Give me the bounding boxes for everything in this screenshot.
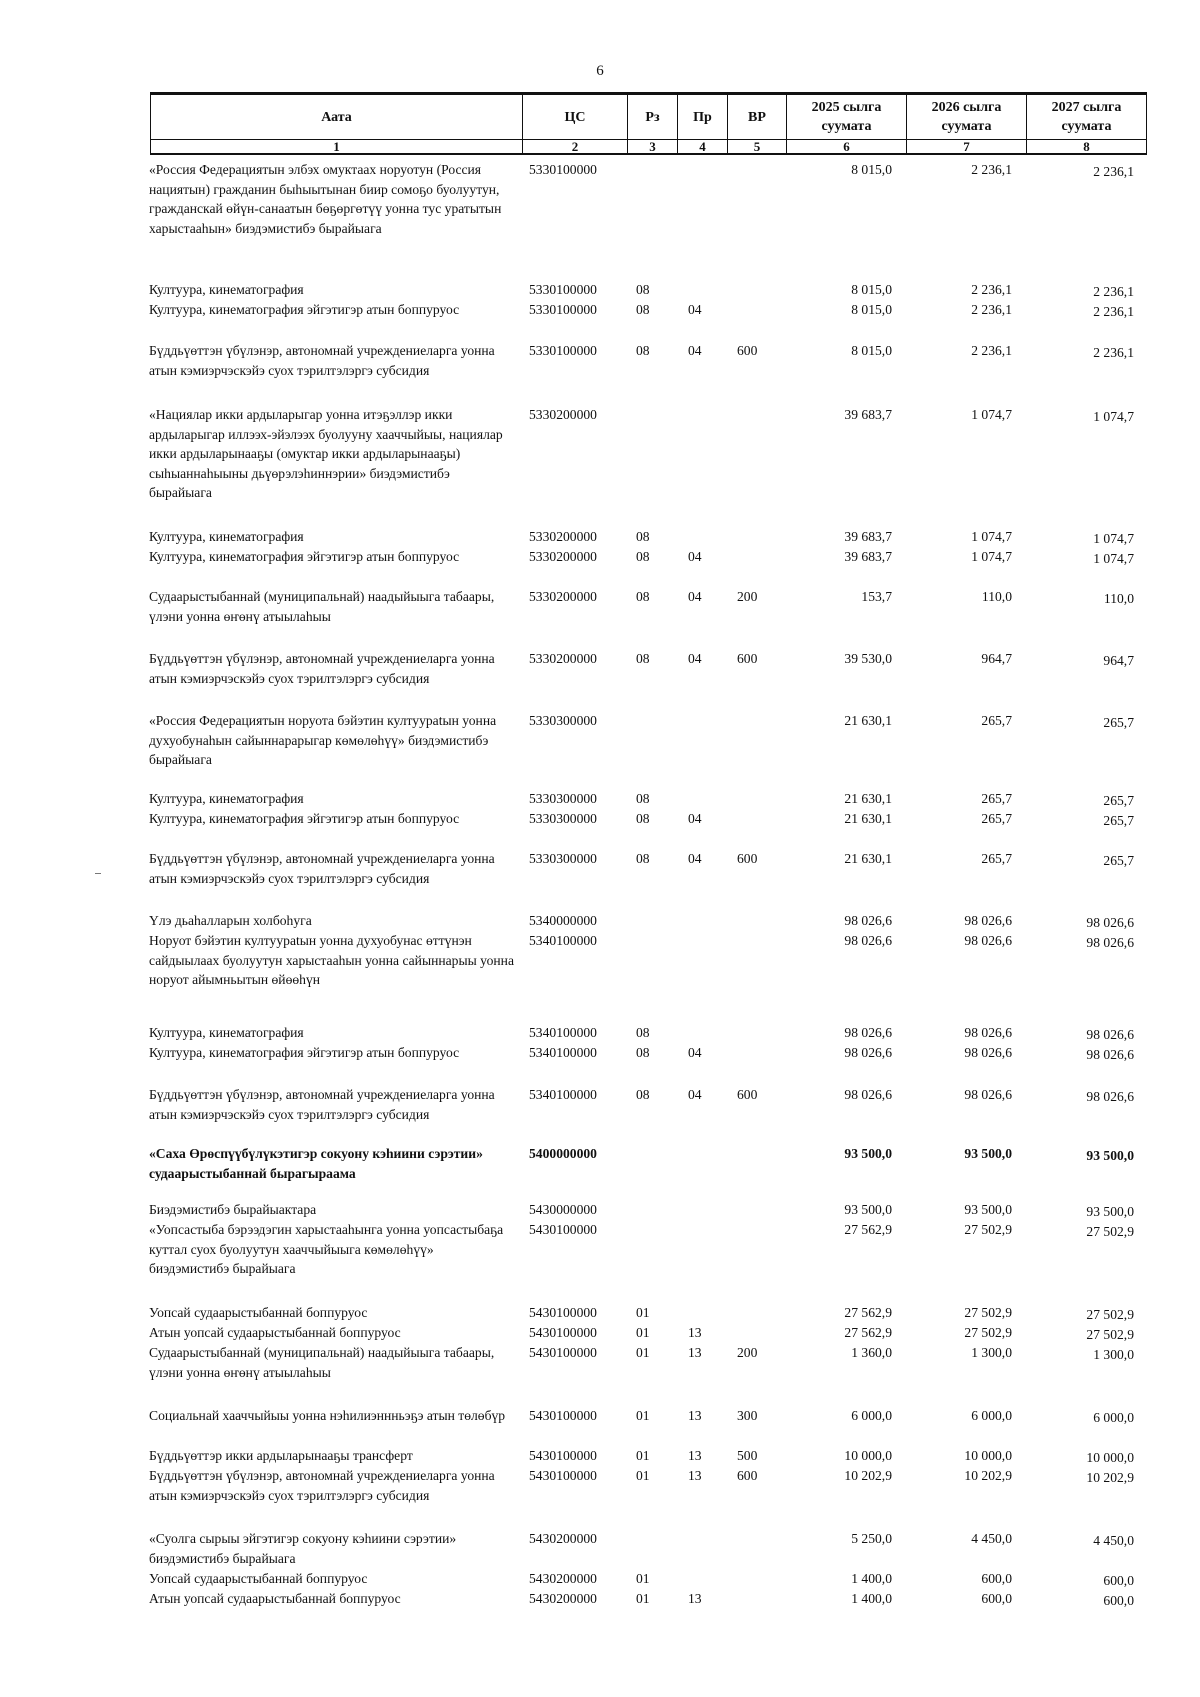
row-rz-code: 08: [636, 651, 650, 666]
row-name: Бүддьүөттэн үбүлэнэр, автономнай учреждениеларга уонна атын кэмиэрчэскэйэ суох тэрилтэлэргэ субсидия: [149, 851, 495, 886]
row-amount-2027: 98 026,6: [1086, 915, 1134, 930]
row-cs-code: 5330200000: [529, 589, 597, 604]
row-amount-2026: 6 000,0: [971, 1408, 1012, 1423]
row-amount-2025: 8 015,0: [851, 302, 892, 317]
row-cs-code: 5330200000: [529, 529, 597, 544]
row-rz-code: 01: [636, 1468, 650, 1483]
row-name: Атын уопсай судаарыстыбаннай боппуруос: [149, 1591, 401, 1606]
row-cs-code: 5430100000: [529, 1468, 597, 1483]
row-amount-2025: 98 026,6: [844, 1025, 892, 1040]
row-name: Култуура, кинематография эйгэтигэр атын боппуруос: [149, 1045, 460, 1060]
row-cs-code: 5430200000: [529, 1531, 597, 1546]
row-amount-2025: 10 202,9: [844, 1468, 892, 1483]
row-rz-code: 08: [636, 811, 650, 826]
row-cs-code: 5330100000: [529, 282, 597, 297]
header-2025: 2025 сылга суумата: [787, 94, 907, 140]
margin-mark: [95, 873, 101, 874]
row-rz-code: 08: [636, 529, 650, 544]
row-pr-code: 04: [688, 1045, 702, 1060]
row-cs-code: 5430000000: [529, 1202, 597, 1217]
row-amount-2025: 153,7: [861, 589, 892, 604]
row-amount-2027: 1 300,0: [1093, 1347, 1134, 1362]
row-amount-2026: 4 450,0: [971, 1531, 1012, 1546]
row-amount-2027: 265,7: [1103, 813, 1134, 828]
row-amount-2026: 27 502,9: [964, 1305, 1012, 1320]
row-amount-2027: 110,0: [1103, 591, 1134, 606]
row-cs-code: 5430200000: [529, 1571, 597, 1586]
header-number: 3: [628, 140, 678, 155]
row-rz-code: 08: [636, 791, 650, 806]
row-cs-code: 5430100000: [529, 1345, 597, 1360]
row-rz-code: 01: [636, 1305, 650, 1320]
row-name: Норуот бэйэтин култуурatын уонна духуобунас өттүнэн сайдыылаах буолуутун харыстааhын уонна сайыннарыы уонна норуот айымньытын өйөөhүн: [149, 933, 514, 987]
row-amount-2027: 1 074,7: [1093, 531, 1134, 546]
row-amount-2025: 27 562,9: [844, 1305, 892, 1320]
row-cs-code: 5340100000: [529, 1087, 597, 1102]
row-rz-code: 01: [636, 1345, 650, 1360]
row-name: Култуура, кинематография: [149, 282, 304, 297]
row-amount-2026: 10 000,0: [964, 1448, 1012, 1463]
row-pr-code: 04: [688, 302, 702, 317]
row-amount-2026: 98 026,6: [964, 933, 1012, 948]
row-vr-code: 600: [737, 851, 758, 866]
row-cs-code: 5430100000: [529, 1448, 597, 1463]
row-amount-2027: 2 236,1: [1093, 345, 1134, 360]
row-amount-2027: 10 000,0: [1086, 1450, 1134, 1465]
row-cs-code: 5430100000: [529, 1325, 597, 1340]
row-name: Култуура, кинематография: [149, 529, 304, 544]
row-name: Социальнай хааччыйыы уонна нэhилиэннньэҕэ атын төлөбүр: [149, 1408, 506, 1423]
row-rz-code: 08: [636, 549, 650, 564]
row-pr-code: 04: [688, 343, 702, 358]
row-name: «Уопсастыба бэрээдэгин харыстааhынга уонна уопсастыбаҕа куттал суох буолуутун хааччыйыыга көмөлөhүү» биэдэмистибэ бырайыага: [149, 1222, 504, 1276]
row-amount-2025: 39 530,0: [844, 651, 892, 666]
header-pr: Пр: [678, 94, 728, 140]
row-amount-2026: 2 236,1: [971, 302, 1012, 317]
header-number: 4: [678, 140, 728, 155]
row-amount-2027: 93 500,0: [1086, 1148, 1134, 1163]
row-amount-2027: 10 202,9: [1086, 1470, 1134, 1485]
header-cs: ЦС: [523, 94, 628, 140]
row-amount-2026: 265,7: [981, 851, 1012, 866]
row-amount-2025: 98 026,6: [844, 1045, 892, 1060]
row-cs-code: 5430100000: [529, 1408, 597, 1423]
row-amount-2025: 39 683,7: [844, 529, 892, 544]
row-amount-2026: 93 500,0: [964, 1202, 1012, 1217]
row-amount-2027: 2 236,1: [1093, 304, 1134, 319]
row-vr-code: 200: [737, 589, 758, 604]
header-number: 1: [151, 140, 523, 155]
row-amount-2026: 27 502,9: [964, 1222, 1012, 1237]
row-amount-2025: 1 360,0: [851, 1345, 892, 1360]
row-amount-2027: 98 026,6: [1086, 1089, 1134, 1104]
row-amount-2026: 265,7: [981, 713, 1012, 728]
row-name: Бүддьүөттэн үбүлэнэр, автономнай учреждениеларга уонна атын кэмиэрчэскэйэ суох тэрилтэлэргэ субсидия: [149, 1468, 495, 1503]
row-amount-2027: 98 026,6: [1086, 1027, 1134, 1042]
header-2026: 2026 сылга суумата: [907, 94, 1027, 140]
row-amount-2026: 1 300,0: [971, 1345, 1012, 1360]
row-amount-2025: 98 026,6: [844, 933, 892, 948]
header-number: 2: [523, 140, 628, 155]
row-amount-2025: 8 015,0: [851, 343, 892, 358]
row-pr-code: 13: [688, 1408, 702, 1423]
row-vr-code: 300: [737, 1408, 758, 1423]
row-cs-code: 5430100000: [529, 1305, 597, 1320]
row-pr-code: 04: [688, 651, 702, 666]
row-pr-code: 13: [688, 1325, 702, 1340]
row-name: Атын уопсай судаарыстыбаннай боппуруос: [149, 1325, 401, 1340]
row-amount-2027: 27 502,9: [1086, 1224, 1134, 1239]
row-cs-code: 5330100000: [529, 162, 597, 177]
row-cs-code: 5330300000: [529, 713, 597, 728]
row-amount-2025: 39 683,7: [844, 407, 892, 422]
row-rz-code: 08: [636, 302, 650, 317]
row-amount-2027: 265,7: [1103, 715, 1134, 730]
row-amount-2027: 98 026,6: [1086, 1047, 1134, 1062]
row-amount-2027: 265,7: [1103, 853, 1134, 868]
row-amount-2026: 110,0: [981, 589, 1012, 604]
row-cs-code: 5430200000: [529, 1591, 597, 1606]
row-pr-code: 04: [688, 851, 702, 866]
row-amount-2025: 27 562,9: [844, 1325, 892, 1340]
row-rz-code: 01: [636, 1448, 650, 1463]
row-amount-2025: 5 250,0: [851, 1531, 892, 1546]
row-name: Уопсай судаарыстыбаннай боппуруос: [149, 1571, 368, 1586]
row-amount-2027: 98 026,6: [1086, 935, 1134, 950]
row-rz-code: 08: [636, 1087, 650, 1102]
row-vr-code: 600: [737, 1468, 758, 1483]
row-amount-2025: 21 630,1: [844, 811, 892, 826]
row-name: Биэдэмистибэ бырайыактара: [149, 1202, 317, 1217]
row-amount-2027: 600,0: [1103, 1573, 1134, 1588]
row-rz-code: 08: [636, 1045, 650, 1060]
row-pr-code: 13: [688, 1345, 702, 1360]
row-amount-2027: 1 074,7: [1093, 409, 1134, 424]
row-name: Култуура, кинематография: [149, 1025, 304, 1040]
header-number: 7: [907, 140, 1027, 155]
header-rz: Рз: [628, 94, 678, 140]
row-amount-2027: 2 236,1: [1093, 164, 1134, 179]
row-cs-code: 5330300000: [529, 791, 597, 806]
row-cs-code: 5330300000: [529, 851, 597, 866]
row-amount-2026: 600,0: [981, 1591, 1012, 1606]
row-amount-2027: 2 236,1: [1093, 284, 1134, 299]
row-rz-code: 01: [636, 1591, 650, 1606]
row-amount-2025: 98 026,6: [844, 913, 892, 928]
row-vr-code: 500: [737, 1448, 758, 1463]
row-amount-2026: 964,7: [981, 651, 1012, 666]
row-cs-code: 5430100000: [529, 1222, 597, 1237]
header-vr: ВР: [728, 94, 787, 140]
row-amount-2025: 39 683,7: [844, 549, 892, 564]
row-amount-2027: 4 450,0: [1093, 1533, 1134, 1548]
row-vr-code: 600: [737, 343, 758, 358]
row-rz-code: 08: [636, 282, 650, 297]
row-amount-2026: 2 236,1: [971, 343, 1012, 358]
row-amount-2026: 600,0: [981, 1571, 1012, 1586]
row-name: «Нациялар икки ардыларыгар уонна итэҕэллэр икки ардыларыгар иллээх-эйэлээх буолууну хааччыйыы, нациялар икки ардыларынааҕы (омуктар икки ардыларынааҕы) сыhыаннаhыыны дьүөрэлэhиннэрии» биэдэмистибэ бырайыага: [149, 407, 503, 500]
row-pr-code: 13: [688, 1448, 702, 1463]
row-amount-2027: 27 502,9: [1086, 1327, 1134, 1342]
row-amount-2026: 1 074,7: [971, 549, 1012, 564]
row-pr-code: 04: [688, 811, 702, 826]
row-pr-code: 13: [688, 1468, 702, 1483]
row-name: Култуура, кинематография эйгэтигэр атын боппуруос: [149, 302, 460, 317]
row-amount-2026: 2 236,1: [971, 282, 1012, 297]
row-name: «Саха Өрөспүүбүлүкэтигэр сокуону кэhиини сэрэтии» судаарыстыбаннай бырагыраама: [149, 1146, 483, 1181]
row-amount-2026: 27 502,9: [964, 1325, 1012, 1340]
row-amount-2026: 98 026,6: [964, 913, 1012, 928]
row-name: Бүддьүөттэн үбүлэнэр, автономнай учреждениеларга уонна атын кэмиэрчэскэйэ суох тэрилтэлэргэ субсидия: [149, 1087, 495, 1122]
row-name: «Россия Федерациятын норуота бэйэтин култуурatын уонна духуобунаhын сайыннарарыгар көмөлөhүү» биэдэмистибэ бырайыага: [149, 713, 497, 767]
row-cs-code: 5330100000: [529, 302, 597, 317]
row-amount-2026: 265,7: [981, 811, 1012, 826]
row-name: «Суолга сырыы эйгэтигэр сокуону кэhиини сэрэтии» биэдэмистибэ бырайыага: [149, 1531, 457, 1566]
row-cs-code: 5340100000: [529, 1045, 597, 1060]
page-number: 6: [596, 63, 604, 79]
header-number: 6: [787, 140, 907, 155]
row-cs-code: 5330200000: [529, 651, 597, 666]
row-amount-2027: 964,7: [1103, 653, 1134, 668]
row-amount-2026: 98 026,6: [964, 1025, 1012, 1040]
row-amount-2026: 10 202,9: [964, 1468, 1012, 1483]
row-amount-2027: 265,7: [1103, 793, 1134, 808]
row-cs-code: 5340100000: [529, 1025, 597, 1040]
row-pr-code: 04: [688, 1087, 702, 1102]
row-amount-2025: 6 000,0: [851, 1408, 892, 1423]
row-amount-2026: 2 236,1: [971, 162, 1012, 177]
row-amount-2027: 600,0: [1103, 1593, 1134, 1608]
row-rz-code: 01: [636, 1408, 650, 1423]
row-amount-2027: 6 000,0: [1093, 1410, 1134, 1425]
row-name: Бүддьүөттэн үбүлэнэр, автономнай учреждениеларга уонна атын кэмиэрчэскэйэ суох тэрилтэлэргэ субсидия: [149, 343, 495, 378]
row-amount-2027: 93 500,0: [1086, 1204, 1134, 1219]
row-pr-code: 04: [688, 589, 702, 604]
row-amount-2026: 1 074,7: [971, 529, 1012, 544]
row-name: Култуура, кинематография эйгэтигэр атын боппуруос: [149, 811, 460, 826]
row-amount-2025: 8 015,0: [851, 162, 892, 177]
row-amount-2025: 10 000,0: [844, 1448, 892, 1463]
row-cs-code: 5330200000: [529, 407, 597, 422]
row-rz-code: 08: [636, 589, 650, 604]
row-amount-2025: 1 400,0: [851, 1591, 892, 1606]
row-amount-2026: 93 500,0: [964, 1146, 1012, 1161]
row-name: Култуура, кинематография эйгэтигэр атын боппуруос: [149, 549, 460, 564]
row-amount-2027: 1 074,7: [1093, 551, 1134, 566]
header-number: 5: [728, 140, 787, 155]
row-cs-code: 5330100000: [529, 343, 597, 358]
row-name: Бүддьүөттэн үбүлэнэр, автономнай учреждениеларга уонна атын кэмиэрчэскэйэ суох тэрилтэлэргэ субсидия: [149, 651, 495, 686]
row-name: Судаарыстыбаннай (муниципальнай) наадыйыыга табаары, үлэни уонна өҥөнү атыылаhыы: [149, 1345, 495, 1380]
row-amount-2026: 98 026,6: [964, 1045, 1012, 1060]
row-amount-2025: 98 026,6: [844, 1087, 892, 1102]
row-amount-2026: 98 026,6: [964, 1087, 1012, 1102]
row-rz-code: 08: [636, 1025, 650, 1040]
row-name: Бүддьүөттэр икки ардыларынааҕы трансферт: [149, 1448, 413, 1463]
table-header: [150, 92, 1147, 155]
row-pr-code: 13: [688, 1591, 702, 1606]
row-rz-code: 08: [636, 851, 650, 866]
row-rz-code: 08: [636, 343, 650, 358]
row-vr-code: 600: [737, 651, 758, 666]
row-name: «Россия Федерациятын элбэх омуктаах норуотун (Россия нациятын) гражданин быhыытынан биир сомоҕо буолуутун, гражданскай өйүн-санаатын бөҕөргөтүү уонна тус уратытын харыстааhын» биэдэмистибэ бырайыага: [149, 162, 502, 236]
row-cs-code: 5330200000: [529, 549, 597, 564]
row-cs-code: 5340000000: [529, 913, 597, 928]
row-cs-code: 5340100000: [529, 933, 597, 948]
row-rz-code: 01: [636, 1325, 650, 1340]
header-name: Аата: [151, 94, 523, 140]
row-pr-code: 04: [688, 549, 702, 564]
row-cs-code: 5400000000: [529, 1146, 597, 1161]
row-rz-code: 01: [636, 1571, 650, 1586]
row-vr-code: 600: [737, 1087, 758, 1102]
row-amount-2025: 8 015,0: [851, 282, 892, 297]
header-2027: 2027 сылга суумата: [1027, 94, 1147, 140]
row-amount-2025: 1 400,0: [851, 1571, 892, 1586]
row-amount-2025: 21 630,1: [844, 791, 892, 806]
row-name: Судаарыстыбаннай (муниципальнай) наадыйыыга табаары, үлэни уонна өҥөнү атыылаhыы: [149, 589, 495, 624]
row-name: Уопсай судаарыстыбаннай боппуруос: [149, 1305, 368, 1320]
row-amount-2025: 21 630,1: [844, 851, 892, 866]
row-amount-2025: 93 500,0: [844, 1146, 892, 1161]
row-vr-code: 200: [737, 1345, 758, 1360]
row-amount-2025: 93 500,0: [844, 1202, 892, 1217]
row-amount-2026: 265,7: [981, 791, 1012, 806]
row-name: Үлэ дьаhалларын холбоhуга: [149, 913, 312, 928]
row-amount-2027: 27 502,9: [1086, 1307, 1134, 1322]
row-cs-code: 5330300000: [529, 811, 597, 826]
header-number: 8: [1027, 140, 1147, 155]
row-amount-2025: 21 630,1: [844, 713, 892, 728]
row-amount-2025: 27 562,9: [844, 1222, 892, 1237]
row-amount-2026: 1 074,7: [971, 407, 1012, 422]
row-name: Култуура, кинематография: [149, 791, 304, 806]
